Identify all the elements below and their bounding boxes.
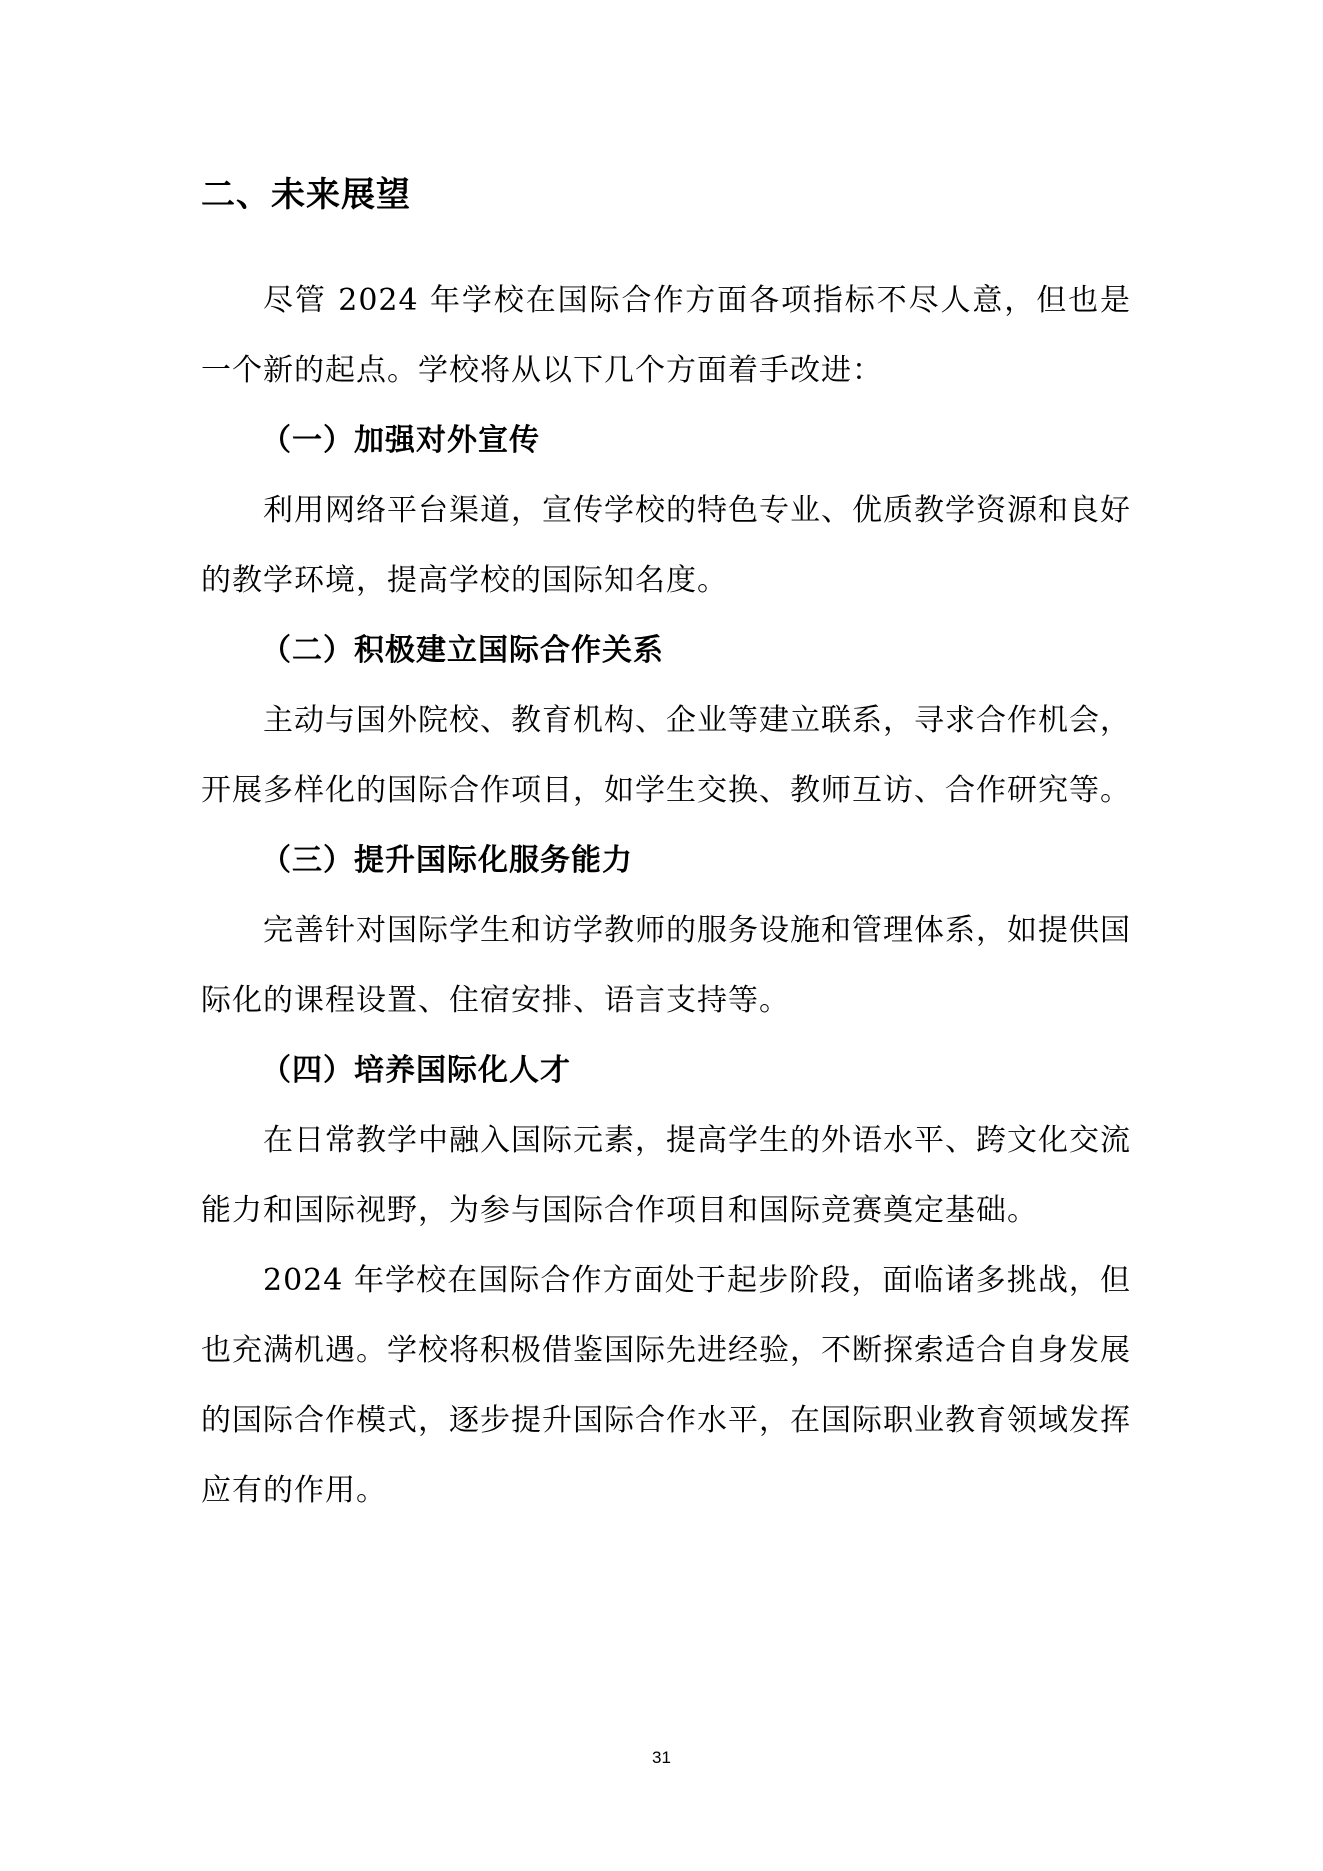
section-heading: 二、未来展望 <box>201 175 411 215</box>
intro-paragraph: 尽管 2024 年学校在国际合作方面各项指标不尽人意，但也是一个新的起点。学校将从以下几个方面着手改进： <box>201 283 1131 388</box>
closing-paragraph: 2024 年学校在国际合作方面处于起步阶段，面临诸多挑战，但也充满机遇。学校将积极借鉴国际先进经验，不断探索适合自身发展的国际合作模式，逐步提升国际合作水平，在国际职业教育领域发挥应有的作用。 <box>201 1263 1131 1508</box>
subsection-heading-1: （一）加强对外宣传 <box>261 423 540 458</box>
subsection-heading-3: （三）提升国际化服务能力 <box>261 843 633 878</box>
subsection-body-3: 完善针对国际学生和访学教师的服务设施和管理体系，如提供国际化的课程设置、住宿安排、语言支持等。 <box>201 913 1131 1018</box>
page-content <box>201 160 1131 1526</box>
subsection-heading-4: （四）培养国际化人才 <box>261 1053 571 1088</box>
subsection-body-4: 在日常教学中融入国际元素，提高学生的外语水平、跨文化交流能力和国际视野，为参与国际合作项目和国际竞赛奠定基础。 <box>201 1123 1131 1228</box>
subsection-heading-2: （二）积极建立国际合作关系 <box>261 633 664 668</box>
subsection-body-2: 主动与国外院校、教育机构、企业等建立联系，寻求合作机会，开展多样化的国际合作项目，如学生交换、教师互访、合作研究等。 <box>201 703 1131 808</box>
subsection-body-1: 利用网络平台渠道，宣传学校的特色专业、优质教学资源和良好的教学环境，提高学校的国际知名度。 <box>201 493 1131 598</box>
page-number: 31 <box>652 1748 671 1767</box>
